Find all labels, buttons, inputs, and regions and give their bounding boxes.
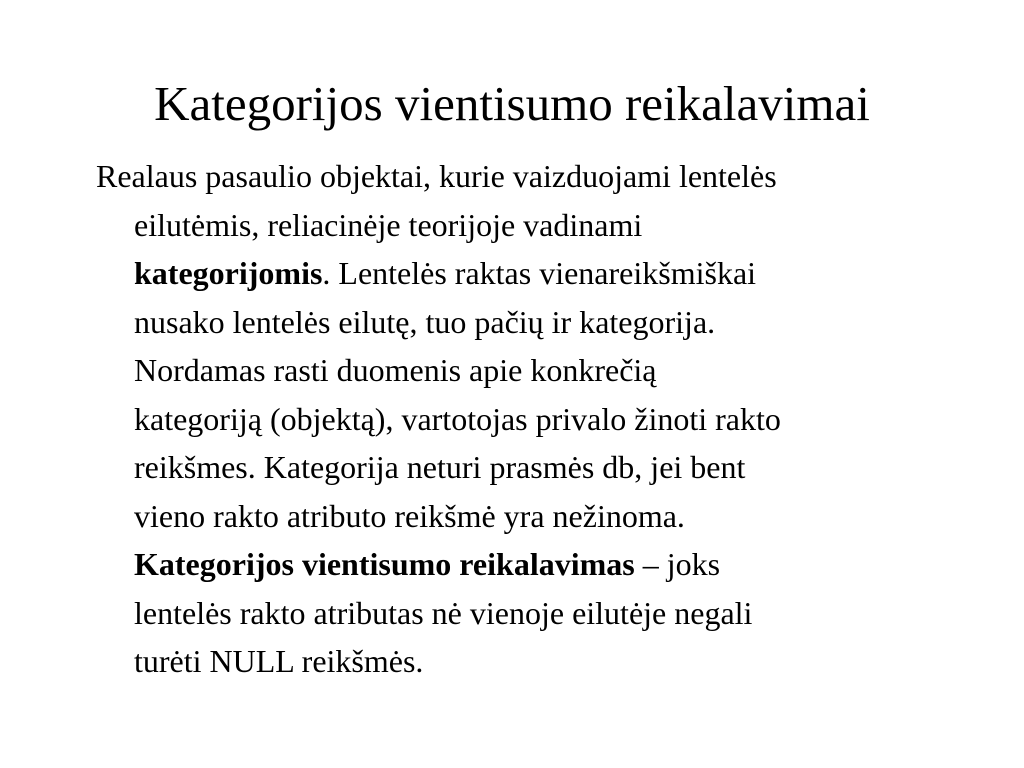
body-line-2: eilutėmis, reliacinėje teorijoje vadinami — [134, 206, 643, 243]
body-line-10: lentelės rakto atributas nė vienoje eilutėje negali — [134, 594, 753, 631]
body-line-9-rest: – joks — [634, 546, 721, 582]
body-line-6: kategoriją (objektą), vartotojas privalo žinoti rakto — [134, 400, 781, 437]
body-line-8: vieno rakto atributo reikšmė yra nežinoma. — [134, 497, 685, 534]
slide-title: Kategorijos vientisumo reikalavimai — [154, 76, 870, 131]
term-kategorijomis: kategorijomis — [134, 255, 323, 291]
body-line-7: reikšmes. Kategorija neturi prasmės db, jei bent — [134, 449, 746, 485]
slide-body — [96, 152, 976, 686]
body-line-1: Realaus pasaulio objektai, kurie vaizduojami lentelės — [96, 158, 777, 194]
body-line-5: Nordamas rasti duomenis apie konkrečią — [134, 352, 657, 388]
body-paragraph — [96, 152, 976, 686]
body-line-4: nusako lentelės eilutę, tuo pačių ir kategorija. — [134, 303, 716, 340]
term-kategorijos-vientisumo-reikalavimas: Kategorijos vientisumo reikalavimas — [134, 546, 635, 582]
body-line-11: turėti NULL reikšmės. — [134, 643, 424, 679]
body-line-3-rest: . Lentelės raktas vienareikšmiškai — [322, 255, 757, 291]
